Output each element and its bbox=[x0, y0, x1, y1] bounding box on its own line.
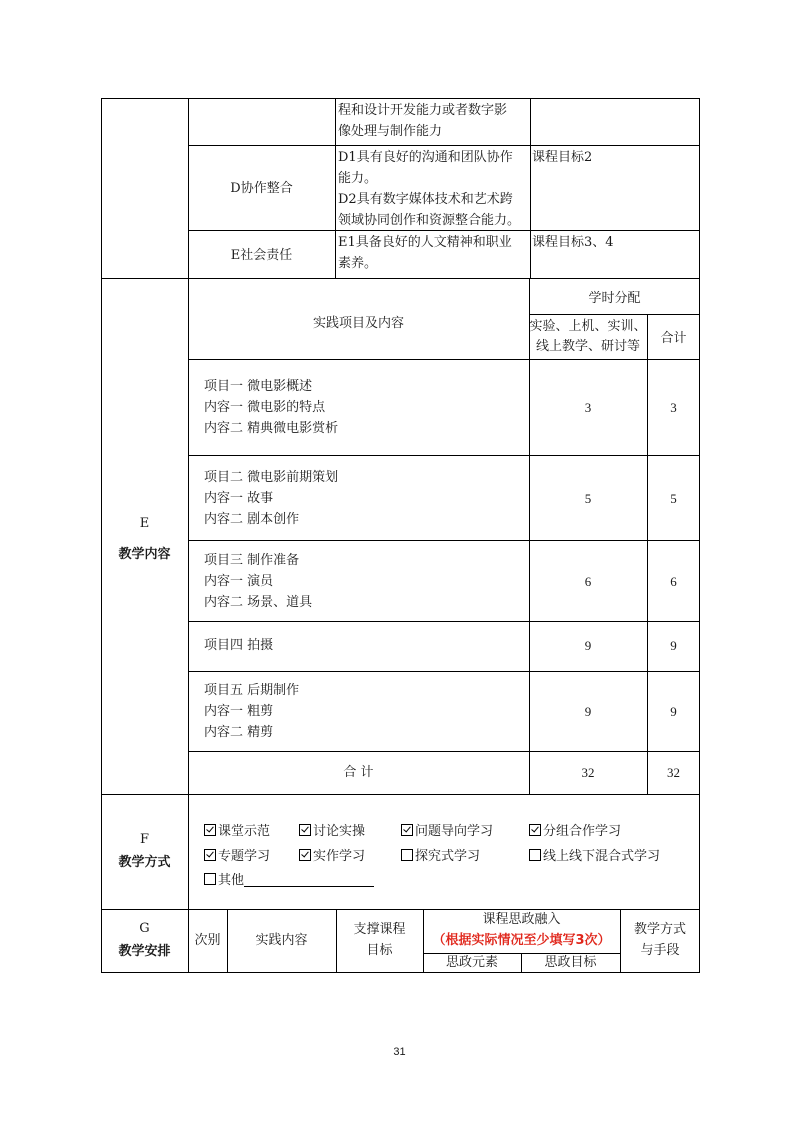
desc-line: 能力。 bbox=[338, 171, 378, 186]
project-line: 内容二 场景、道具 bbox=[204, 595, 313, 610]
criterion-label: D协作整合 bbox=[230, 181, 293, 196]
col-method: 教学方式 bbox=[633, 922, 686, 937]
total-hours: 3 bbox=[670, 400, 677, 415]
checkbox-unchecked-icon[interactable] bbox=[204, 873, 216, 885]
e-row-line-4 bbox=[188, 621, 700, 622]
section-f-title: 教学方式 bbox=[118, 855, 171, 870]
project-line: 项目二 微电影前期策划 bbox=[204, 470, 339, 485]
project-line: 内容一 故事 bbox=[204, 491, 274, 506]
col-goals: 思政目标 bbox=[544, 955, 597, 970]
project-line: 内容二 剧本创作 bbox=[204, 512, 300, 527]
e-row-line-6 bbox=[188, 751, 700, 752]
section-e-code: E bbox=[139, 516, 150, 531]
option-classroom-demo[interactable]: 课堂示范 bbox=[204, 821, 270, 842]
header-total: 合计 bbox=[660, 331, 687, 346]
option-other[interactable]: 其他 bbox=[204, 870, 374, 891]
header-practice: 实验、上机、实训、 bbox=[529, 319, 647, 334]
practice-hours: 3 bbox=[584, 400, 592, 415]
option-blended-study[interactable]: 线上线下混合式学习 bbox=[529, 846, 660, 867]
section-e-top bbox=[101, 278, 700, 279]
total-hours: 9 bbox=[670, 704, 677, 719]
project-line: 内容二 精典微电影赏析 bbox=[204, 421, 339, 436]
project-line: 内容一 微电影的特点 bbox=[204, 400, 326, 415]
section-f-top bbox=[101, 794, 700, 795]
option-discussion-practice[interactable]: 讨论实操 bbox=[299, 821, 365, 842]
header-items: 实践项目及内容 bbox=[312, 316, 404, 331]
sum-practice: 32 bbox=[581, 765, 595, 780]
header-practice: 线上教学、研讨等 bbox=[535, 339, 640, 354]
practice-hours: 5 bbox=[584, 491, 592, 506]
upper-divider-2 bbox=[530, 98, 531, 278]
total-hours: 5 bbox=[670, 491, 677, 506]
col-support: 支撑课程 bbox=[353, 922, 406, 937]
desc-line: D2具有数字媒体技术和艺术跨 bbox=[338, 192, 513, 207]
col-ideology: 课程思政融入 bbox=[482, 912, 561, 927]
col-content: 实践内容 bbox=[255, 933, 308, 948]
project-line: 内容一 粗剪 bbox=[204, 704, 274, 719]
e-row-line-3 bbox=[188, 540, 700, 541]
checkbox-checked-icon[interactable] bbox=[299, 824, 311, 836]
checkbox-unchecked-icon[interactable] bbox=[401, 849, 413, 861]
col-method: 与手段 bbox=[640, 943, 680, 958]
target-label: 课程目标2 bbox=[532, 150, 593, 165]
table-top-border bbox=[101, 98, 700, 99]
desc-line: E1具备良好的人文精神和职业 bbox=[338, 235, 512, 250]
option-problem-oriented[interactable]: 问题导向学习 bbox=[401, 821, 493, 842]
col-elements: 思政元素 bbox=[445, 955, 498, 970]
e-hours-header-line bbox=[529, 314, 700, 315]
total-hours: 6 bbox=[670, 574, 677, 589]
e-row-line-5 bbox=[188, 671, 700, 672]
section-g-code: G bbox=[139, 921, 150, 936]
desc-line: 素养。 bbox=[338, 256, 378, 271]
project-line: 项目一 微电影概述 bbox=[204, 379, 313, 394]
project-line: 项目四 拍摄 bbox=[204, 638, 274, 653]
col-support: 目标 bbox=[366, 943, 393, 958]
practice-hours: 9 bbox=[584, 704, 592, 719]
e-row-line-2 bbox=[188, 455, 700, 456]
project-line: 内容一 演员 bbox=[204, 574, 274, 589]
section-e-title: 教学内容 bbox=[118, 547, 171, 562]
option-inquiry-study[interactable]: 探究式学习 bbox=[401, 846, 480, 867]
e-total-divider bbox=[647, 314, 648, 794]
page-number: 31 bbox=[393, 1046, 406, 1058]
checkbox-checked-icon[interactable] bbox=[204, 849, 216, 861]
option-group-cooperation[interactable]: 分组合作学习 bbox=[529, 821, 621, 842]
option-topic-study[interactable]: 专题学习 bbox=[204, 846, 270, 867]
checkbox-unchecked-icon[interactable] bbox=[529, 849, 541, 861]
e-row-line-1 bbox=[188, 359, 700, 360]
desc-line: 像处理与制作能力 bbox=[338, 124, 443, 139]
criterion-label: E社会责任 bbox=[230, 248, 293, 263]
col-order: 次别 bbox=[194, 933, 221, 948]
header-hours: 学时分配 bbox=[588, 291, 641, 306]
total-hours: 9 bbox=[670, 638, 677, 653]
desc-line: 领域协同创作和资源整合能力。 bbox=[338, 213, 521, 228]
project-line: 项目五 后期制作 bbox=[204, 683, 300, 698]
checkbox-checked-icon[interactable] bbox=[204, 824, 216, 836]
target-label: 课程目标3、4 bbox=[532, 235, 614, 250]
section-g-title: 教学安排 bbox=[118, 944, 171, 959]
col-ideology-note: （根据实际情况至少填写3次） bbox=[432, 933, 611, 948]
sum-label: 合 计 bbox=[343, 765, 374, 780]
checkbox-checked-icon[interactable] bbox=[299, 849, 311, 861]
checkbox-checked-icon[interactable] bbox=[401, 824, 413, 836]
upper-row-divider-1 bbox=[188, 145, 700, 146]
practice-hours: 9 bbox=[584, 638, 592, 653]
option-practical-study[interactable]: 实作学习 bbox=[299, 846, 365, 867]
checkbox-checked-icon[interactable] bbox=[529, 824, 541, 836]
desc-line: D1具有良好的沟通和团队协作 bbox=[338, 150, 513, 165]
practice-hours: 6 bbox=[584, 574, 592, 589]
label-column-divider bbox=[188, 98, 189, 909]
section-f-code: F bbox=[139, 832, 150, 847]
other-fill-in-line[interactable] bbox=[244, 872, 374, 887]
upper-divider-1 bbox=[335, 98, 336, 278]
project-line: 项目三 制作准备 bbox=[204, 553, 300, 568]
project-line: 内容二 精剪 bbox=[204, 725, 274, 740]
desc-line: 程和设计开发能力或者数字影 bbox=[338, 103, 508, 118]
sum-total: 32 bbox=[667, 765, 680, 780]
